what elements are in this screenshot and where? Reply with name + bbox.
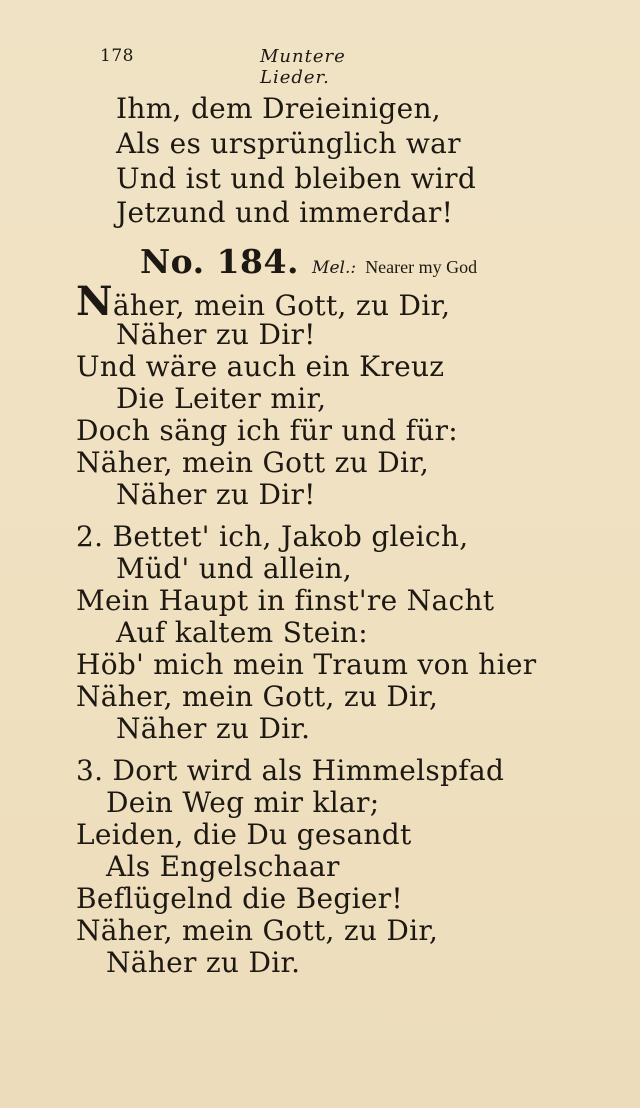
hymn-heading xyxy=(140,242,477,281)
verse-2-line: Höb' mich mein Traum von hier xyxy=(76,648,537,681)
verse-3-line: Näher, mein Gott, zu Dir, xyxy=(76,914,439,947)
melody-name: Nearer my God xyxy=(365,257,478,277)
melody-label: Mel.: xyxy=(312,258,357,278)
previous-hymn-line: Als es ursprünglich war xyxy=(116,127,461,160)
previous-hymn-line: Jetzund und immerdar! xyxy=(116,196,454,229)
verse-1-line: Und wäre auch ein Kreuz xyxy=(76,350,445,383)
verse-3-line: Leiden, die Du gesandt xyxy=(76,818,412,851)
first-line-text: äher, mein Gott, zu Dir, xyxy=(112,289,451,322)
page-number: 178 xyxy=(100,46,134,66)
running-title: Muntere Lieder. xyxy=(260,46,346,88)
hymn-number: No. 184. xyxy=(140,242,299,281)
verse-2-line: Müd' und allein, xyxy=(116,552,352,585)
verse-1-line: Doch säng ich für und für: xyxy=(76,414,458,447)
verse-2-line: 2. Bettet' ich, Jakob gleich, xyxy=(76,520,469,553)
previous-hymn-line: Ihm, dem Dreieinigen, xyxy=(116,92,441,125)
verse-3-line: 3. Dort wird als Himmelspfad xyxy=(76,754,505,787)
verse-1-line: Näher zu Dir! xyxy=(116,318,316,351)
verse-1-line: Näher, mein Gott zu Dir, xyxy=(76,446,430,479)
drop-initial: N xyxy=(76,278,113,325)
verse-1-line: Die Leiter mir, xyxy=(116,382,327,415)
verse-2-line: Näher zu Dir. xyxy=(116,712,311,745)
running-header xyxy=(100,46,420,88)
verse-1-line: Näher zu Dir! xyxy=(116,478,316,511)
verse-3-line: Als Engelschaar xyxy=(106,850,340,883)
verse-3-line: Näher zu Dir. xyxy=(106,946,301,979)
verse-2-line: Näher, mein Gott, zu Dir, xyxy=(76,680,439,713)
verse-3-line: Dein Weg mir klar; xyxy=(106,786,380,819)
verse-2-line: Mein Haupt in finst're Nacht xyxy=(76,584,495,617)
verse-2-line: Auf kaltem Stein: xyxy=(116,616,368,649)
verse-3-line: Beflügelnd die Begier! xyxy=(76,882,403,915)
previous-hymn-line: Und ist und bleiben wird xyxy=(116,162,477,195)
